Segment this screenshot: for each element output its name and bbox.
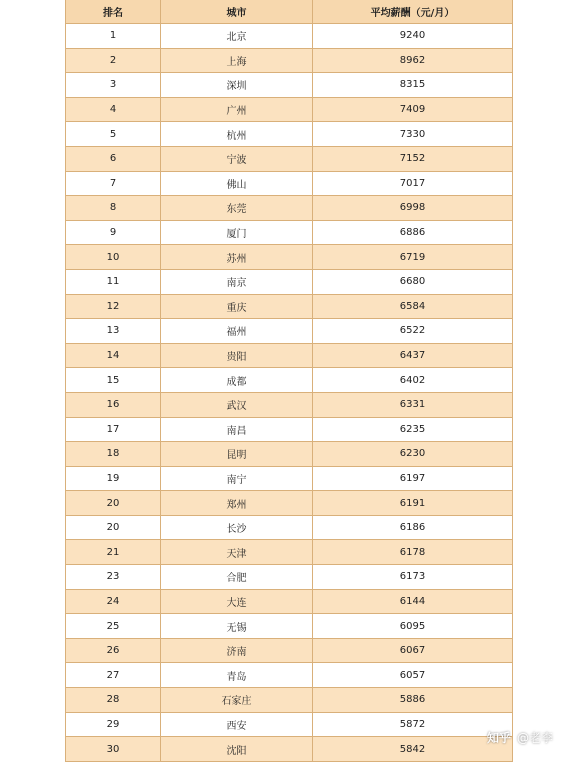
city-cell: 青岛	[161, 663, 313, 687]
salary-cell: 6331	[399, 399, 426, 411]
city-cell: 郑州	[161, 491, 313, 515]
salary-cell: 6998	[399, 202, 426, 214]
header-salary: 平均薪酬（元/月）	[370, 8, 455, 19]
table-row	[66, 270, 512, 295]
table-row	[66, 24, 512, 49]
city-cell: 福州	[161, 319, 313, 343]
city-cell: 沈阳	[161, 737, 313, 761]
table-row	[66, 639, 512, 664]
rank-cell: 7	[66, 172, 161, 196]
table-row	[66, 467, 512, 492]
rank-cell: 26	[66, 639, 161, 663]
salary-cell: 6522	[399, 325, 426, 337]
rank-cell: 13	[66, 319, 161, 343]
rank-cell: 23	[66, 565, 161, 589]
table-header-row	[66, 0, 512, 24]
salary-cell: 9240	[399, 30, 426, 42]
rank-cell: 12	[66, 295, 161, 319]
salary-cell: 7017	[399, 177, 426, 189]
salary-cell: 7409	[399, 104, 426, 116]
table-row	[66, 295, 512, 320]
city-cell: 南宁	[161, 467, 313, 491]
rank-cell: 29	[66, 713, 161, 737]
city-cell: 上海	[161, 49, 313, 73]
rank-cell: 24	[66, 590, 161, 614]
table-row	[66, 245, 512, 270]
salary-cell: 6191	[399, 497, 426, 509]
city-cell: 重庆	[161, 295, 313, 319]
table-row	[66, 196, 512, 221]
rank-cell: 17	[66, 418, 161, 442]
rank-cell: 20	[66, 516, 161, 540]
table-row	[66, 393, 512, 418]
table-row	[66, 663, 512, 688]
salary-cell: 6235	[399, 423, 426, 435]
rank-cell: 8	[66, 196, 161, 220]
table-row	[66, 540, 512, 565]
rank-cell: 6	[66, 147, 161, 171]
table-row	[66, 368, 512, 393]
city-cell: 合肥	[161, 565, 313, 589]
rank-cell: 20	[66, 491, 161, 515]
rank-cell: 3	[66, 73, 161, 97]
salary-cell: 8962	[399, 54, 426, 66]
city-cell: 东莞	[161, 196, 313, 220]
rank-cell: 2	[66, 49, 161, 73]
salary-cell: 6173	[399, 571, 426, 583]
city-cell: 成都	[161, 368, 313, 392]
salary-cell: 6230	[399, 448, 426, 460]
table-row	[66, 172, 512, 197]
salary-cell: 6680	[399, 276, 426, 288]
salary-cell: 5842	[399, 743, 426, 755]
table-row	[66, 418, 512, 443]
rank-cell: 1	[66, 24, 161, 48]
rank-cell: 5	[66, 122, 161, 146]
rank-cell: 30	[66, 737, 161, 761]
table-row	[66, 737, 512, 762]
salary-cell: 6067	[399, 645, 426, 657]
table-row	[66, 49, 512, 74]
salary-cell: 8315	[399, 79, 426, 91]
city-cell: 广州	[161, 98, 313, 122]
table-row	[66, 221, 512, 246]
rank-cell: 15	[66, 368, 161, 392]
table-row	[66, 147, 512, 172]
salary-cell: 6178	[399, 546, 426, 558]
table-row	[66, 614, 512, 639]
salary-cell: 5872	[399, 718, 426, 730]
table-row	[66, 565, 512, 590]
salary-cell: 6402	[399, 374, 426, 386]
rank-cell: 27	[66, 663, 161, 687]
header-city: 城市	[161, 0, 313, 23]
table-row	[66, 122, 512, 147]
rank-cell: 4	[66, 98, 161, 122]
rank-cell: 25	[66, 614, 161, 638]
city-cell: 宁波	[161, 147, 313, 171]
rank-cell: 21	[66, 540, 161, 564]
rank-cell: 19	[66, 467, 161, 491]
city-cell: 长沙	[161, 516, 313, 540]
city-cell: 无锡	[161, 614, 313, 638]
table-row	[66, 516, 512, 541]
salary-cell: 6437	[399, 350, 426, 362]
salary-cell: 5886	[399, 694, 426, 706]
city-cell: 昆明	[161, 442, 313, 466]
watermark	[487, 729, 553, 746]
table-row	[66, 344, 512, 369]
city-cell: 佛山	[161, 172, 313, 196]
table-row	[66, 73, 512, 98]
table-row	[66, 98, 512, 123]
salary-cell: 6197	[399, 472, 426, 484]
city-cell: 西安	[161, 713, 313, 737]
city-cell: 南京	[161, 270, 313, 294]
table-row	[66, 319, 512, 344]
city-cell: 天津	[161, 540, 313, 564]
salary-cell: 6144	[399, 595, 426, 607]
table-body	[66, 24, 512, 762]
table-row	[66, 491, 512, 516]
city-cell: 大连	[161, 590, 313, 614]
header-rank: 排名	[66, 0, 161, 23]
city-cell: 杭州	[161, 122, 313, 146]
table-row	[66, 590, 512, 615]
salary-cell: 7330	[399, 128, 426, 140]
rank-cell: 16	[66, 393, 161, 417]
city-cell: 武汉	[161, 393, 313, 417]
salary-cell: 6719	[399, 251, 426, 263]
table-row	[66, 442, 512, 467]
city-cell: 贵阳	[161, 344, 313, 368]
rank-cell: 11	[66, 270, 161, 294]
salary-cell: 6186	[399, 522, 426, 534]
rank-cell: 14	[66, 344, 161, 368]
rank-cell: 28	[66, 688, 161, 712]
zhihu-logo-text: 知乎	[486, 731, 511, 745]
salary-ranking-table	[65, 0, 513, 762]
table-row	[66, 713, 512, 738]
rank-cell: 9	[66, 221, 161, 245]
watermark-author: @老李	[516, 731, 553, 745]
table-row	[66, 688, 512, 713]
city-cell: 苏州	[161, 245, 313, 269]
salary-cell: 6057	[399, 669, 426, 681]
city-cell: 深圳	[161, 73, 313, 97]
city-cell: 北京	[161, 24, 313, 48]
salary-cell: 6095	[399, 620, 426, 632]
salary-cell: 6886	[399, 227, 426, 239]
rank-cell: 18	[66, 442, 161, 466]
city-cell: 石家庄	[161, 688, 313, 712]
salary-cell: 6584	[399, 300, 426, 312]
city-cell: 南昌	[161, 418, 313, 442]
rank-cell: 10	[66, 245, 161, 269]
city-cell: 济南	[161, 639, 313, 663]
salary-cell: 7152	[399, 153, 426, 165]
city-cell: 厦门	[161, 221, 313, 245]
